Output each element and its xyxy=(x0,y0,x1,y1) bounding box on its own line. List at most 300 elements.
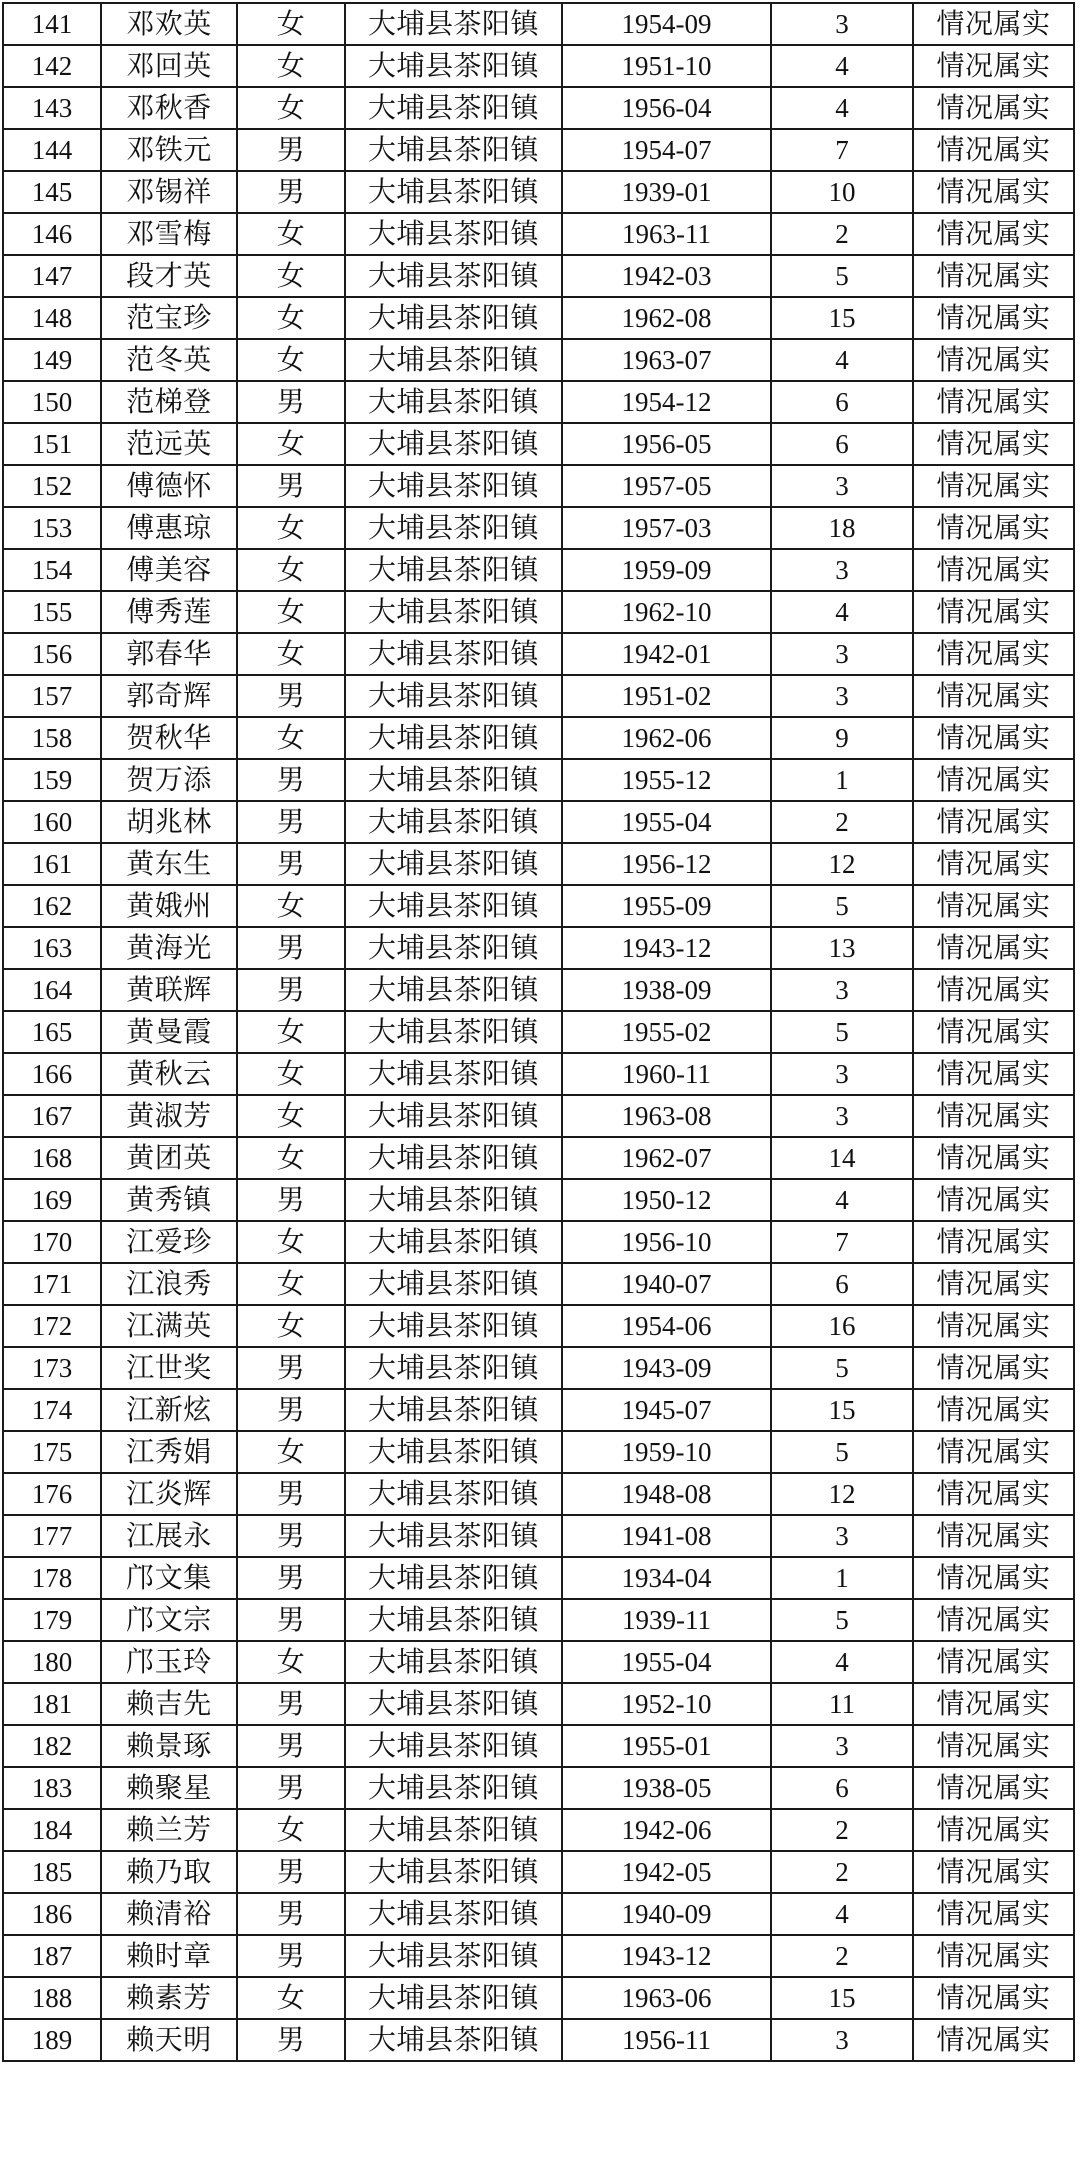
township-cell: 大埔县茶阳镇 xyxy=(345,1809,562,1851)
row-number-cell: 155 xyxy=(3,591,101,633)
years-cell: 3 xyxy=(771,549,913,591)
township-cell: 大埔县茶阳镇 xyxy=(345,969,562,1011)
date-cell: 1951-02 xyxy=(562,675,771,717)
status-cell: 情况属实 xyxy=(913,1221,1074,1263)
name-cell: 邝文宗 xyxy=(101,1599,237,1641)
gender-cell: 女 xyxy=(237,1137,345,1179)
status-cell: 情况属实 xyxy=(913,381,1074,423)
row-number-cell: 175 xyxy=(3,1431,101,1473)
name-cell: 范梯登 xyxy=(101,381,237,423)
name-cell: 傅秀莲 xyxy=(101,591,237,633)
years-cell: 5 xyxy=(771,255,913,297)
gender-cell: 男 xyxy=(237,1179,345,1221)
township-cell: 大埔县茶阳镇 xyxy=(345,1263,562,1305)
name-cell: 赖吉先 xyxy=(101,1683,237,1725)
status-cell: 情况属实 xyxy=(913,255,1074,297)
row-number-cell: 149 xyxy=(3,339,101,381)
date-cell: 1954-09 xyxy=(562,3,771,45)
date-cell: 1955-02 xyxy=(562,1011,771,1053)
gender-cell: 女 xyxy=(237,297,345,339)
date-cell: 1960-11 xyxy=(562,1053,771,1095)
township-cell: 大埔县茶阳镇 xyxy=(345,717,562,759)
status-cell: 情况属实 xyxy=(913,1977,1074,2019)
name-cell: 邓回英 xyxy=(101,45,237,87)
years-cell: 4 xyxy=(771,591,913,633)
status-cell: 情况属实 xyxy=(913,1851,1074,1893)
row-number-cell: 161 xyxy=(3,843,101,885)
name-cell: 黄秋云 xyxy=(101,1053,237,1095)
table-row xyxy=(3,759,1074,801)
gender-cell: 女 xyxy=(237,1641,345,1683)
row-number-cell: 181 xyxy=(3,1683,101,1725)
table-row xyxy=(3,1515,1074,1557)
status-cell: 情况属实 xyxy=(913,1137,1074,1179)
years-cell: 15 xyxy=(771,297,913,339)
table-row xyxy=(3,423,1074,465)
years-cell: 3 xyxy=(771,1725,913,1767)
name-cell: 黄海光 xyxy=(101,927,237,969)
gender-cell: 男 xyxy=(237,675,345,717)
status-cell: 情况属实 xyxy=(913,423,1074,465)
gender-cell: 男 xyxy=(237,1767,345,1809)
years-cell: 2 xyxy=(771,213,913,255)
table-row xyxy=(3,1725,1074,1767)
township-cell: 大埔县茶阳镇 xyxy=(345,297,562,339)
gender-cell: 男 xyxy=(237,927,345,969)
date-cell: 1963-11 xyxy=(562,213,771,255)
township-cell: 大埔县茶阳镇 xyxy=(345,1011,562,1053)
gender-cell: 男 xyxy=(237,381,345,423)
gender-cell: 女 xyxy=(237,591,345,633)
date-cell: 1938-05 xyxy=(562,1767,771,1809)
table-row xyxy=(3,1221,1074,1263)
status-cell: 情况属实 xyxy=(913,1893,1074,1935)
name-cell: 邓铁元 xyxy=(101,129,237,171)
row-number-cell: 168 xyxy=(3,1137,101,1179)
table-row xyxy=(3,381,1074,423)
table-row xyxy=(3,843,1074,885)
gender-cell: 女 xyxy=(237,507,345,549)
row-number-cell: 180 xyxy=(3,1641,101,1683)
gender-cell: 女 xyxy=(237,3,345,45)
name-cell: 邝玉玲 xyxy=(101,1641,237,1683)
row-number-cell: 167 xyxy=(3,1095,101,1137)
status-cell: 情况属实 xyxy=(913,801,1074,843)
years-cell: 1 xyxy=(771,1557,913,1599)
name-cell: 江浪秀 xyxy=(101,1263,237,1305)
gender-cell: 男 xyxy=(237,465,345,507)
years-cell: 7 xyxy=(771,1221,913,1263)
status-cell: 情况属实 xyxy=(913,591,1074,633)
name-cell: 傅美容 xyxy=(101,549,237,591)
row-number-cell: 142 xyxy=(3,45,101,87)
table-row xyxy=(3,1767,1074,1809)
township-cell: 大埔县茶阳镇 xyxy=(345,1851,562,1893)
date-cell: 1962-06 xyxy=(562,717,771,759)
gender-cell: 女 xyxy=(237,87,345,129)
status-cell: 情况属实 xyxy=(913,1473,1074,1515)
name-cell: 黄联辉 xyxy=(101,969,237,1011)
township-cell: 大埔县茶阳镇 xyxy=(345,465,562,507)
township-cell: 大埔县茶阳镇 xyxy=(345,801,562,843)
gender-cell: 男 xyxy=(237,801,345,843)
years-cell: 2 xyxy=(771,1935,913,1977)
township-cell: 大埔县茶阳镇 xyxy=(345,507,562,549)
table-row xyxy=(3,87,1074,129)
township-cell: 大埔县茶阳镇 xyxy=(345,1431,562,1473)
gender-cell: 女 xyxy=(237,1053,345,1095)
table-row xyxy=(3,1053,1074,1095)
name-cell: 黄曼霞 xyxy=(101,1011,237,1053)
date-cell: 1962-07 xyxy=(562,1137,771,1179)
status-cell: 情况属实 xyxy=(913,339,1074,381)
years-cell: 4 xyxy=(771,339,913,381)
years-cell: 12 xyxy=(771,843,913,885)
row-number-cell: 169 xyxy=(3,1179,101,1221)
township-cell: 大埔县茶阳镇 xyxy=(345,1221,562,1263)
date-cell: 1942-05 xyxy=(562,1851,771,1893)
name-cell: 赖素芳 xyxy=(101,1977,237,2019)
table-row xyxy=(3,3,1074,45)
years-cell: 9 xyxy=(771,717,913,759)
township-cell: 大埔县茶阳镇 xyxy=(345,1305,562,1347)
status-cell: 情况属实 xyxy=(913,675,1074,717)
table-row xyxy=(3,969,1074,1011)
gender-cell: 女 xyxy=(237,1095,345,1137)
row-number-cell: 160 xyxy=(3,801,101,843)
years-cell: 13 xyxy=(771,927,913,969)
township-cell: 大埔县茶阳镇 xyxy=(345,633,562,675)
township-cell: 大埔县茶阳镇 xyxy=(345,87,562,129)
status-cell: 情况属实 xyxy=(913,549,1074,591)
date-cell: 1959-10 xyxy=(562,1431,771,1473)
township-cell: 大埔县茶阳镇 xyxy=(345,1977,562,2019)
township-cell: 大埔县茶阳镇 xyxy=(345,1599,562,1641)
row-number-cell: 151 xyxy=(3,423,101,465)
status-cell: 情况属实 xyxy=(913,1011,1074,1053)
township-cell: 大埔县茶阳镇 xyxy=(345,1473,562,1515)
row-number-cell: 177 xyxy=(3,1515,101,1557)
name-cell: 范冬英 xyxy=(101,339,237,381)
status-cell: 情况属实 xyxy=(913,969,1074,1011)
township-cell: 大埔县茶阳镇 xyxy=(345,381,562,423)
gender-cell: 男 xyxy=(237,1851,345,1893)
name-cell: 赖兰芳 xyxy=(101,1809,237,1851)
name-cell: 邓欢英 xyxy=(101,3,237,45)
status-cell: 情况属实 xyxy=(913,1935,1074,1977)
years-cell: 3 xyxy=(771,2019,913,2061)
table-row xyxy=(3,927,1074,969)
gender-cell: 男 xyxy=(237,1683,345,1725)
township-cell: 大埔县茶阳镇 xyxy=(345,45,562,87)
gender-cell: 女 xyxy=(237,1011,345,1053)
status-cell: 情况属实 xyxy=(913,927,1074,969)
township-cell: 大埔县茶阳镇 xyxy=(345,213,562,255)
gender-cell: 男 xyxy=(237,171,345,213)
date-cell: 1959-09 xyxy=(562,549,771,591)
table-row xyxy=(3,1305,1074,1347)
name-cell: 江世奖 xyxy=(101,1347,237,1389)
date-cell: 1956-12 xyxy=(562,843,771,885)
years-cell: 6 xyxy=(771,1767,913,1809)
township-cell: 大埔县茶阳镇 xyxy=(345,2019,562,2061)
row-number-cell: 170 xyxy=(3,1221,101,1263)
status-cell: 情况属实 xyxy=(913,297,1074,339)
table-row xyxy=(3,591,1074,633)
row-number-cell: 165 xyxy=(3,1011,101,1053)
name-cell: 江秀娟 xyxy=(101,1431,237,1473)
table-row xyxy=(3,717,1074,759)
years-cell: 10 xyxy=(771,171,913,213)
gender-cell: 男 xyxy=(237,2019,345,2061)
status-cell: 情况属实 xyxy=(913,1641,1074,1683)
name-cell: 邓秋香 xyxy=(101,87,237,129)
gender-cell: 女 xyxy=(237,45,345,87)
years-cell: 4 xyxy=(771,1893,913,1935)
table-row xyxy=(3,129,1074,171)
date-cell: 1945-07 xyxy=(562,1389,771,1431)
township-cell: 大埔县茶阳镇 xyxy=(345,1725,562,1767)
township-cell: 大埔县茶阳镇 xyxy=(345,1389,562,1431)
status-cell: 情况属实 xyxy=(913,1767,1074,1809)
status-cell: 情况属实 xyxy=(913,129,1074,171)
years-cell: 4 xyxy=(771,1179,913,1221)
years-cell: 4 xyxy=(771,45,913,87)
table-row xyxy=(3,1809,1074,1851)
status-cell: 情况属实 xyxy=(913,3,1074,45)
date-cell: 1955-01 xyxy=(562,1725,771,1767)
gender-cell: 女 xyxy=(237,1431,345,1473)
row-number-cell: 176 xyxy=(3,1473,101,1515)
township-cell: 大埔县茶阳镇 xyxy=(345,591,562,633)
name-cell: 胡兆林 xyxy=(101,801,237,843)
years-cell: 5 xyxy=(771,1431,913,1473)
township-cell: 大埔县茶阳镇 xyxy=(345,1179,562,1221)
table-row xyxy=(3,1683,1074,1725)
row-number-cell: 166 xyxy=(3,1053,101,1095)
status-cell: 情况属实 xyxy=(913,1263,1074,1305)
name-cell: 赖乃取 xyxy=(101,1851,237,1893)
name-cell: 贺秋华 xyxy=(101,717,237,759)
date-cell: 1956-10 xyxy=(562,1221,771,1263)
row-number-cell: 164 xyxy=(3,969,101,1011)
date-cell: 1941-08 xyxy=(562,1515,771,1557)
status-cell: 情况属实 xyxy=(913,633,1074,675)
township-cell: 大埔县茶阳镇 xyxy=(345,927,562,969)
name-cell: 傅惠琼 xyxy=(101,507,237,549)
township-cell: 大埔县茶阳镇 xyxy=(345,1137,562,1179)
table-row xyxy=(3,1011,1074,1053)
table-row xyxy=(3,465,1074,507)
name-cell: 黄秀镇 xyxy=(101,1179,237,1221)
table-row xyxy=(3,675,1074,717)
years-cell: 5 xyxy=(771,1011,913,1053)
table-row xyxy=(3,1599,1074,1641)
date-cell: 1955-09 xyxy=(562,885,771,927)
status-cell: 情况属实 xyxy=(913,171,1074,213)
table-row xyxy=(3,1641,1074,1683)
years-cell: 6 xyxy=(771,1263,913,1305)
row-number-cell: 159 xyxy=(3,759,101,801)
status-cell: 情况属实 xyxy=(913,1053,1074,1095)
status-cell: 情况属实 xyxy=(913,1557,1074,1599)
date-cell: 1943-09 xyxy=(562,1347,771,1389)
years-cell: 11 xyxy=(771,1683,913,1725)
years-cell: 15 xyxy=(771,1977,913,2019)
row-number-cell: 148 xyxy=(3,297,101,339)
table-row xyxy=(3,1935,1074,1977)
row-number-cell: 185 xyxy=(3,1851,101,1893)
date-cell: 1952-10 xyxy=(562,1683,771,1725)
row-number-cell: 178 xyxy=(3,1557,101,1599)
date-cell: 1963-08 xyxy=(562,1095,771,1137)
date-cell: 1963-06 xyxy=(562,1977,771,2019)
row-number-cell: 141 xyxy=(3,3,101,45)
row-number-cell: 162 xyxy=(3,885,101,927)
row-number-cell: 158 xyxy=(3,717,101,759)
row-number-cell: 187 xyxy=(3,1935,101,1977)
table-row xyxy=(3,885,1074,927)
date-cell: 1940-09 xyxy=(562,1893,771,1935)
township-cell: 大埔县茶阳镇 xyxy=(345,1347,562,1389)
township-cell: 大埔县茶阳镇 xyxy=(345,1767,562,1809)
date-cell: 1962-10 xyxy=(562,591,771,633)
gender-cell: 女 xyxy=(237,339,345,381)
township-cell: 大埔县茶阳镇 xyxy=(345,675,562,717)
row-number-cell: 153 xyxy=(3,507,101,549)
date-cell: 1956-11 xyxy=(562,2019,771,2061)
township-cell: 大埔县茶阳镇 xyxy=(345,339,562,381)
row-number-cell: 182 xyxy=(3,1725,101,1767)
name-cell: 赖时章 xyxy=(101,1935,237,1977)
status-cell: 情况属实 xyxy=(913,1599,1074,1641)
date-cell: 1956-04 xyxy=(562,87,771,129)
name-cell: 邓锡祥 xyxy=(101,171,237,213)
status-cell: 情况属实 xyxy=(913,1683,1074,1725)
table-row xyxy=(3,1473,1074,1515)
table-row xyxy=(3,1389,1074,1431)
years-cell: 4 xyxy=(771,87,913,129)
years-cell: 15 xyxy=(771,1389,913,1431)
gender-cell: 女 xyxy=(237,549,345,591)
gender-cell: 女 xyxy=(237,423,345,465)
gender-cell: 女 xyxy=(237,1221,345,1263)
name-cell: 郭奇辉 xyxy=(101,675,237,717)
table-row xyxy=(3,1179,1074,1221)
status-cell: 情况属实 xyxy=(913,507,1074,549)
date-cell: 1939-01 xyxy=(562,171,771,213)
date-cell: 1955-04 xyxy=(562,1641,771,1683)
gender-cell: 男 xyxy=(237,1515,345,1557)
date-cell: 1957-03 xyxy=(562,507,771,549)
table-row xyxy=(3,213,1074,255)
years-cell: 3 xyxy=(771,3,913,45)
years-cell: 3 xyxy=(771,465,913,507)
gender-cell: 女 xyxy=(237,1977,345,2019)
name-cell: 江爱珍 xyxy=(101,1221,237,1263)
years-cell: 18 xyxy=(771,507,913,549)
date-cell: 1939-11 xyxy=(562,1599,771,1641)
township-cell: 大埔县茶阳镇 xyxy=(345,1935,562,1977)
years-cell: 7 xyxy=(771,129,913,171)
date-cell: 1954-06 xyxy=(562,1305,771,1347)
date-cell: 1943-12 xyxy=(562,927,771,969)
row-number-cell: 189 xyxy=(3,2019,101,2061)
status-cell: 情况属实 xyxy=(913,1515,1074,1557)
gender-cell: 女 xyxy=(237,213,345,255)
table-row xyxy=(3,1557,1074,1599)
gender-cell: 女 xyxy=(237,633,345,675)
row-number-cell: 154 xyxy=(3,549,101,591)
years-cell: 6 xyxy=(771,381,913,423)
township-cell: 大埔县茶阳镇 xyxy=(345,171,562,213)
township-cell: 大埔县茶阳镇 xyxy=(345,1557,562,1599)
years-cell: 3 xyxy=(771,1515,913,1557)
date-cell: 1962-08 xyxy=(562,297,771,339)
row-number-cell: 174 xyxy=(3,1389,101,1431)
row-number-cell: 146 xyxy=(3,213,101,255)
status-cell: 情况属实 xyxy=(913,843,1074,885)
row-number-cell: 171 xyxy=(3,1263,101,1305)
row-number-cell: 163 xyxy=(3,927,101,969)
date-cell: 1942-01 xyxy=(562,633,771,675)
date-cell: 1934-04 xyxy=(562,1557,771,1599)
years-cell: 1 xyxy=(771,759,913,801)
years-cell: 4 xyxy=(771,1641,913,1683)
years-cell: 3 xyxy=(771,1095,913,1137)
status-cell: 情况属实 xyxy=(913,1179,1074,1221)
gender-cell: 男 xyxy=(237,1557,345,1599)
years-cell: 3 xyxy=(771,633,913,675)
years-cell: 3 xyxy=(771,969,913,1011)
status-cell: 情况属实 xyxy=(913,1095,1074,1137)
years-cell: 3 xyxy=(771,1053,913,1095)
date-cell: 1955-04 xyxy=(562,801,771,843)
gender-cell: 男 xyxy=(237,1599,345,1641)
gender-cell: 男 xyxy=(237,1473,345,1515)
status-cell: 情况属实 xyxy=(913,759,1074,801)
name-cell: 范远英 xyxy=(101,423,237,465)
name-cell: 江新炫 xyxy=(101,1389,237,1431)
name-cell: 黄娥州 xyxy=(101,885,237,927)
table-row xyxy=(3,339,1074,381)
years-cell: 14 xyxy=(771,1137,913,1179)
status-cell: 情况属实 xyxy=(913,1431,1074,1473)
gender-cell: 男 xyxy=(237,759,345,801)
row-number-cell: 145 xyxy=(3,171,101,213)
row-number-cell: 186 xyxy=(3,1893,101,1935)
years-cell: 3 xyxy=(771,675,913,717)
years-cell: 2 xyxy=(771,801,913,843)
township-cell: 大埔县茶阳镇 xyxy=(345,549,562,591)
gender-cell: 女 xyxy=(237,717,345,759)
date-cell: 1954-07 xyxy=(562,129,771,171)
gender-cell: 男 xyxy=(237,1389,345,1431)
table-row xyxy=(3,45,1074,87)
roster-body xyxy=(3,3,1074,2061)
name-cell: 黄淑芳 xyxy=(101,1095,237,1137)
row-number-cell: 184 xyxy=(3,1809,101,1851)
name-cell: 赖清裕 xyxy=(101,1893,237,1935)
name-cell: 段才英 xyxy=(101,255,237,297)
township-cell: 大埔县茶阳镇 xyxy=(345,255,562,297)
row-number-cell: 143 xyxy=(3,87,101,129)
gender-cell: 男 xyxy=(237,1725,345,1767)
township-cell: 大埔县茶阳镇 xyxy=(345,759,562,801)
name-cell: 赖天明 xyxy=(101,2019,237,2061)
name-cell: 黄东生 xyxy=(101,843,237,885)
status-cell: 情况属实 xyxy=(913,1809,1074,1851)
